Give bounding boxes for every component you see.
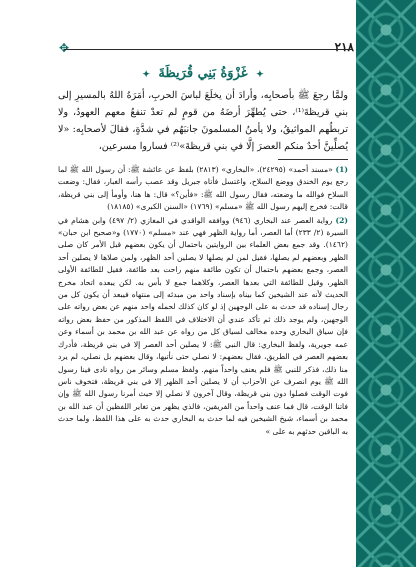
footnote-divider — [278, 159, 348, 160]
footnote-text: رواية العصر عند البخاري (٩٤٦) ووافقه الواقدي في المغازي (٢/ ٤٩٧) وابن هشام في السيرة (٢/ ٢٣٣) أما العصر، أما رواية الظهر فهي عند «مسلم» (١٧٧٠) و«صحيح ابن حبان» (١٤٦٢). وقد جمع بعض العلماء بين الروايتين باحتمال أن يكون بعضهم قبل الأمر كان صلى الظهر وبعضهم لم يصلها، فقيل لمن لم يصلها لا يصلين أحد الظهر، ولمن صلاها لا يصلين أحد العصر، وجمع بعضهم باحتمال أن تكون طائفة منهم راحت بعد طائفة، فقيل للطائفة الأولى الظهر، وقيل للطائفة التي بعدها العصر، وكلاهما جمع لا بأس به. لكن يبعده اتحاد مخرج الحديث لأنه عند الشيخين كما بيناه بإسناد واحد من مبدئه إلى منتهاه فيبعد أن يكون كل من رجال إسناده قد حدث به على الوجهين إذ لو كان كذلك لحمله واحد منهم عن بعض رواته على الوجهين، ولم يوجد ذلك ثم تأكد عندي أن الاختلاف في اللفظ المذكور من حفظ بعض رواته فإن سياق البخاري وحده مخالف لسياق كل من رواه عن عبد الله بن محمد بن أسماء وعن عمه جويرية، ولفظ البخاري: قال النبي ﷺ: لا يصلين أحد العصر إلا في بني قريظة، فأدرك بعضهم العصر في الطريق، فقال بعضهم: لا نصلي حتى نأتيها، وقال بعضهم بل نصلي، لم يرد منا ذلك، فذكر للنبي ﷺ فلم يعنف واحداً منهم. ولفظ مسلم وسائر من رواه نادى فينا رسول الله ﷺ يوم انصرف عن الأحزاب أن لا يصلين أحد الظهر إلا في بني قريظة، فتخوف ناس فوت الوقت فصلوا دون بني قريظة، وقال آخرون لا نصلي إلا حيث أمرنا رسول الله ﷺ وإن فاتنا الوقت، قال فما عنف واحداً من الفريقين، فالذي يظهر من تغاير اللفظين أن عبد الله بن محمد بن أسماء، شيخ الشيخين فيه لما حدث به البخاري حدث به على هذا اللفظ، ولما حدث به الباقين حدثهم به على » — [58, 215, 348, 436]
page-content — [58, 62, 348, 439]
section-title: غَزْوَةُ بَنِي قُرَيظَةَ — [158, 66, 248, 81]
title-ornament-icon: ✦ — [142, 70, 150, 80]
floral-ornament-icon: ✥ — [58, 41, 70, 55]
footnote-2 — [58, 215, 348, 438]
page-number: ٢١٨ — [334, 40, 354, 54]
footnotes — [58, 164, 348, 438]
footnote-text: «مسند أحمد» (٢٤٢٩٥)، «البخاري» (٢٨١٣) بلفظ عن عائشة ﷺ: أن رسول الله ﷺ لما رجع يوم الخندق ووضع السلاح، واغتسل فأتاه جبريل وقد عصب رأسه الغبار، فقال: وضعت السلاح فوالله ما وضعته، فقال رسول الله ﷺ: «فأين؟» قال: ها هنا، وأومأ إلى بني قريظة، قالت: فخرج إليهم رسول الله ﷺ «مسلم» (١٧٦٩) «السنن الكبرى» (١٨١٨٥) — [58, 165, 348, 212]
section-title-row — [58, 66, 348, 81]
decorative-side-band — [356, 0, 416, 567]
footnote-1 — [58, 164, 348, 214]
header-rule — [64, 49, 352, 50]
title-ornament-icon: ✦ — [256, 70, 264, 80]
main-paragraph: ولمَّا رجعَ ﷺ بأصحابِه، وأرادَ أن يخلَعَ لباسَ الحربِ، أمَرَهُ اللهُ بالمسيرِ إلى بني قريظةَ⁽¹⁾، حتى يُطهِّرَ أرضَهُ من قومٍ لم تعدْ تنفعُ معهم العهودُ، ولا تربطُهم المواثيقُ، ولا يأمنُ المسلمونَ جانبَهُم في شدَّةٍ، فقالَ لأصحابِه: «لا يُصلِّينَّ أحدٌ منكم العصرَ إلَّا في بني قريظةَ»⁽²⁾ فساروا مسرعين، — [58, 90, 348, 152]
footnote-number: (1) — [335, 165, 349, 174]
footnote-number: (2) — [335, 215, 348, 225]
